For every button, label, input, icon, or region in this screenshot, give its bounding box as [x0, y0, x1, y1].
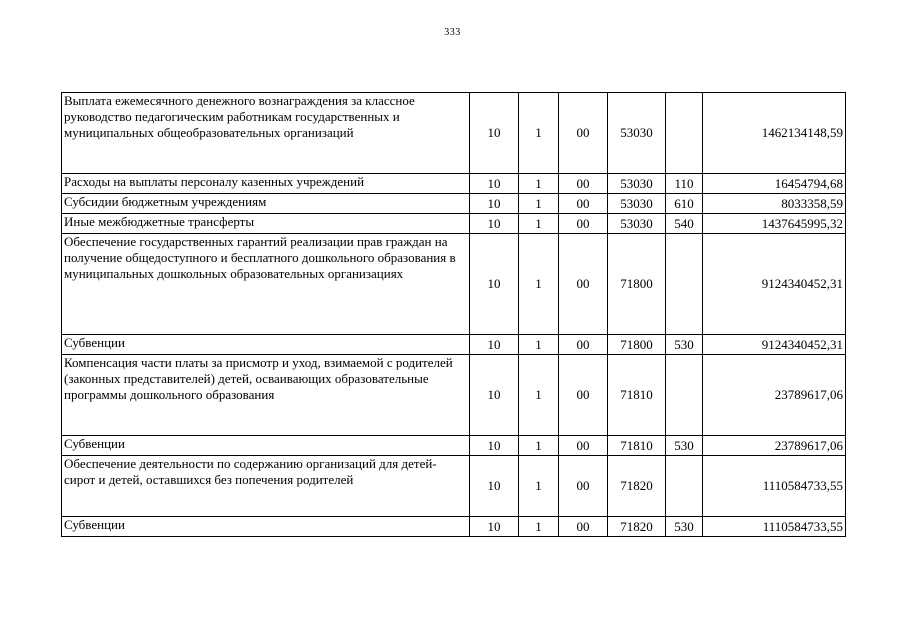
row-direction: 71810	[608, 355, 666, 436]
table-row	[62, 174, 846, 194]
row-direction: 71800	[608, 234, 666, 335]
table-row	[62, 456, 846, 517]
row-expense-type: 540	[666, 214, 703, 234]
row-subsection: 1	[519, 194, 559, 214]
row-expense-type: 530	[666, 436, 703, 456]
row-name: Обеспечение деятельности по содержанию организаций для детей-сирот и детей, оставшихся без попечения родителей	[62, 456, 470, 517]
row-name: Субсидии бюджетным учреждениям	[62, 194, 470, 214]
row-direction: 71820	[608, 517, 666, 537]
row-section: 10	[470, 355, 519, 436]
row-subsection: 1	[519, 335, 559, 355]
row-section: 10	[470, 174, 519, 194]
row-expense-type	[666, 234, 703, 335]
row-direction: 53030	[608, 174, 666, 194]
row-name: Субвенции	[62, 335, 470, 355]
row-amount: 1110584733,55	[703, 517, 846, 537]
row-direction: 53030	[608, 214, 666, 234]
row-name: Субвенции	[62, 436, 470, 456]
row-subsection: 1	[519, 234, 559, 335]
table-row	[62, 517, 846, 537]
row-direction: 71820	[608, 456, 666, 517]
row-name: Обеспечение государственных гарантий реализации прав граждан на получение общедоступного и бесплатного дошкольного образования в муниципальных дошкольных образовательных организациях	[62, 234, 470, 335]
row-section: 10	[470, 93, 519, 174]
row-program: 00	[559, 456, 608, 517]
table-row	[62, 93, 846, 174]
row-section: 10	[470, 234, 519, 335]
row-direction: 71800	[608, 335, 666, 355]
row-section: 10	[470, 436, 519, 456]
row-program: 00	[559, 517, 608, 537]
row-amount: 9124340452,31	[703, 234, 846, 335]
row-expense-type: 530	[666, 517, 703, 537]
row-subsection: 1	[519, 517, 559, 537]
page-number: 333	[444, 27, 461, 38]
row-expense-type: 530	[666, 335, 703, 355]
table-row	[62, 214, 846, 234]
row-section: 10	[470, 214, 519, 234]
row-amount: 16454794,68	[703, 174, 846, 194]
row-expense-type	[666, 355, 703, 436]
row-expense-type	[666, 456, 703, 517]
row-name: Субвенции	[62, 517, 470, 537]
row-section: 10	[470, 456, 519, 517]
row-expense-type	[666, 93, 703, 174]
table-row	[62, 194, 846, 214]
row-direction: 71810	[608, 436, 666, 456]
row-name: Иные межбюджетные трансферты	[62, 214, 470, 234]
row-subsection: 1	[519, 355, 559, 436]
row-subsection: 1	[519, 174, 559, 194]
row-section: 10	[470, 194, 519, 214]
row-expense-type: 610	[666, 194, 703, 214]
row-name: Расходы на выплаты персоналу казенных учреждений	[62, 174, 470, 194]
row-section: 10	[470, 335, 519, 355]
row-subsection: 1	[519, 214, 559, 234]
table-row	[62, 355, 846, 436]
row-program: 00	[559, 93, 608, 174]
row-amount: 1110584733,55	[703, 456, 846, 517]
row-program: 00	[559, 214, 608, 234]
row-subsection: 1	[519, 456, 559, 517]
row-amount: 23789617,06	[703, 355, 846, 436]
row-program: 00	[559, 355, 608, 436]
row-amount: 9124340452,31	[703, 335, 846, 355]
table-row	[62, 335, 846, 355]
row-name: Компенсация части платы за присмотр и уход, взимаемой с родителей (законных представителей) детей, осваивающих образовательные программы дошкольного образования	[62, 355, 470, 436]
row-expense-type: 110	[666, 174, 703, 194]
table-row	[62, 234, 846, 335]
row-program: 00	[559, 234, 608, 335]
row-direction: 53030	[608, 93, 666, 174]
row-amount: 1462134148,59	[703, 93, 846, 174]
row-amount: 23789617,06	[703, 436, 846, 456]
row-amount: 8033358,59	[703, 194, 846, 214]
row-direction: 53030	[608, 194, 666, 214]
row-amount: 1437645995,32	[703, 214, 846, 234]
row-section: 10	[470, 517, 519, 537]
budget-table	[61, 92, 846, 537]
row-program: 00	[559, 335, 608, 355]
row-program: 00	[559, 436, 608, 456]
row-name: Выплата ежемесячного денежного вознаграждения за классное руководство педагогическим работникам государственных и муниципальных общеобразовательных организаций	[62, 93, 470, 174]
row-subsection: 1	[519, 93, 559, 174]
row-program: 00	[559, 174, 608, 194]
table-row	[62, 436, 846, 456]
row-program: 00	[559, 194, 608, 214]
row-subsection: 1	[519, 436, 559, 456]
